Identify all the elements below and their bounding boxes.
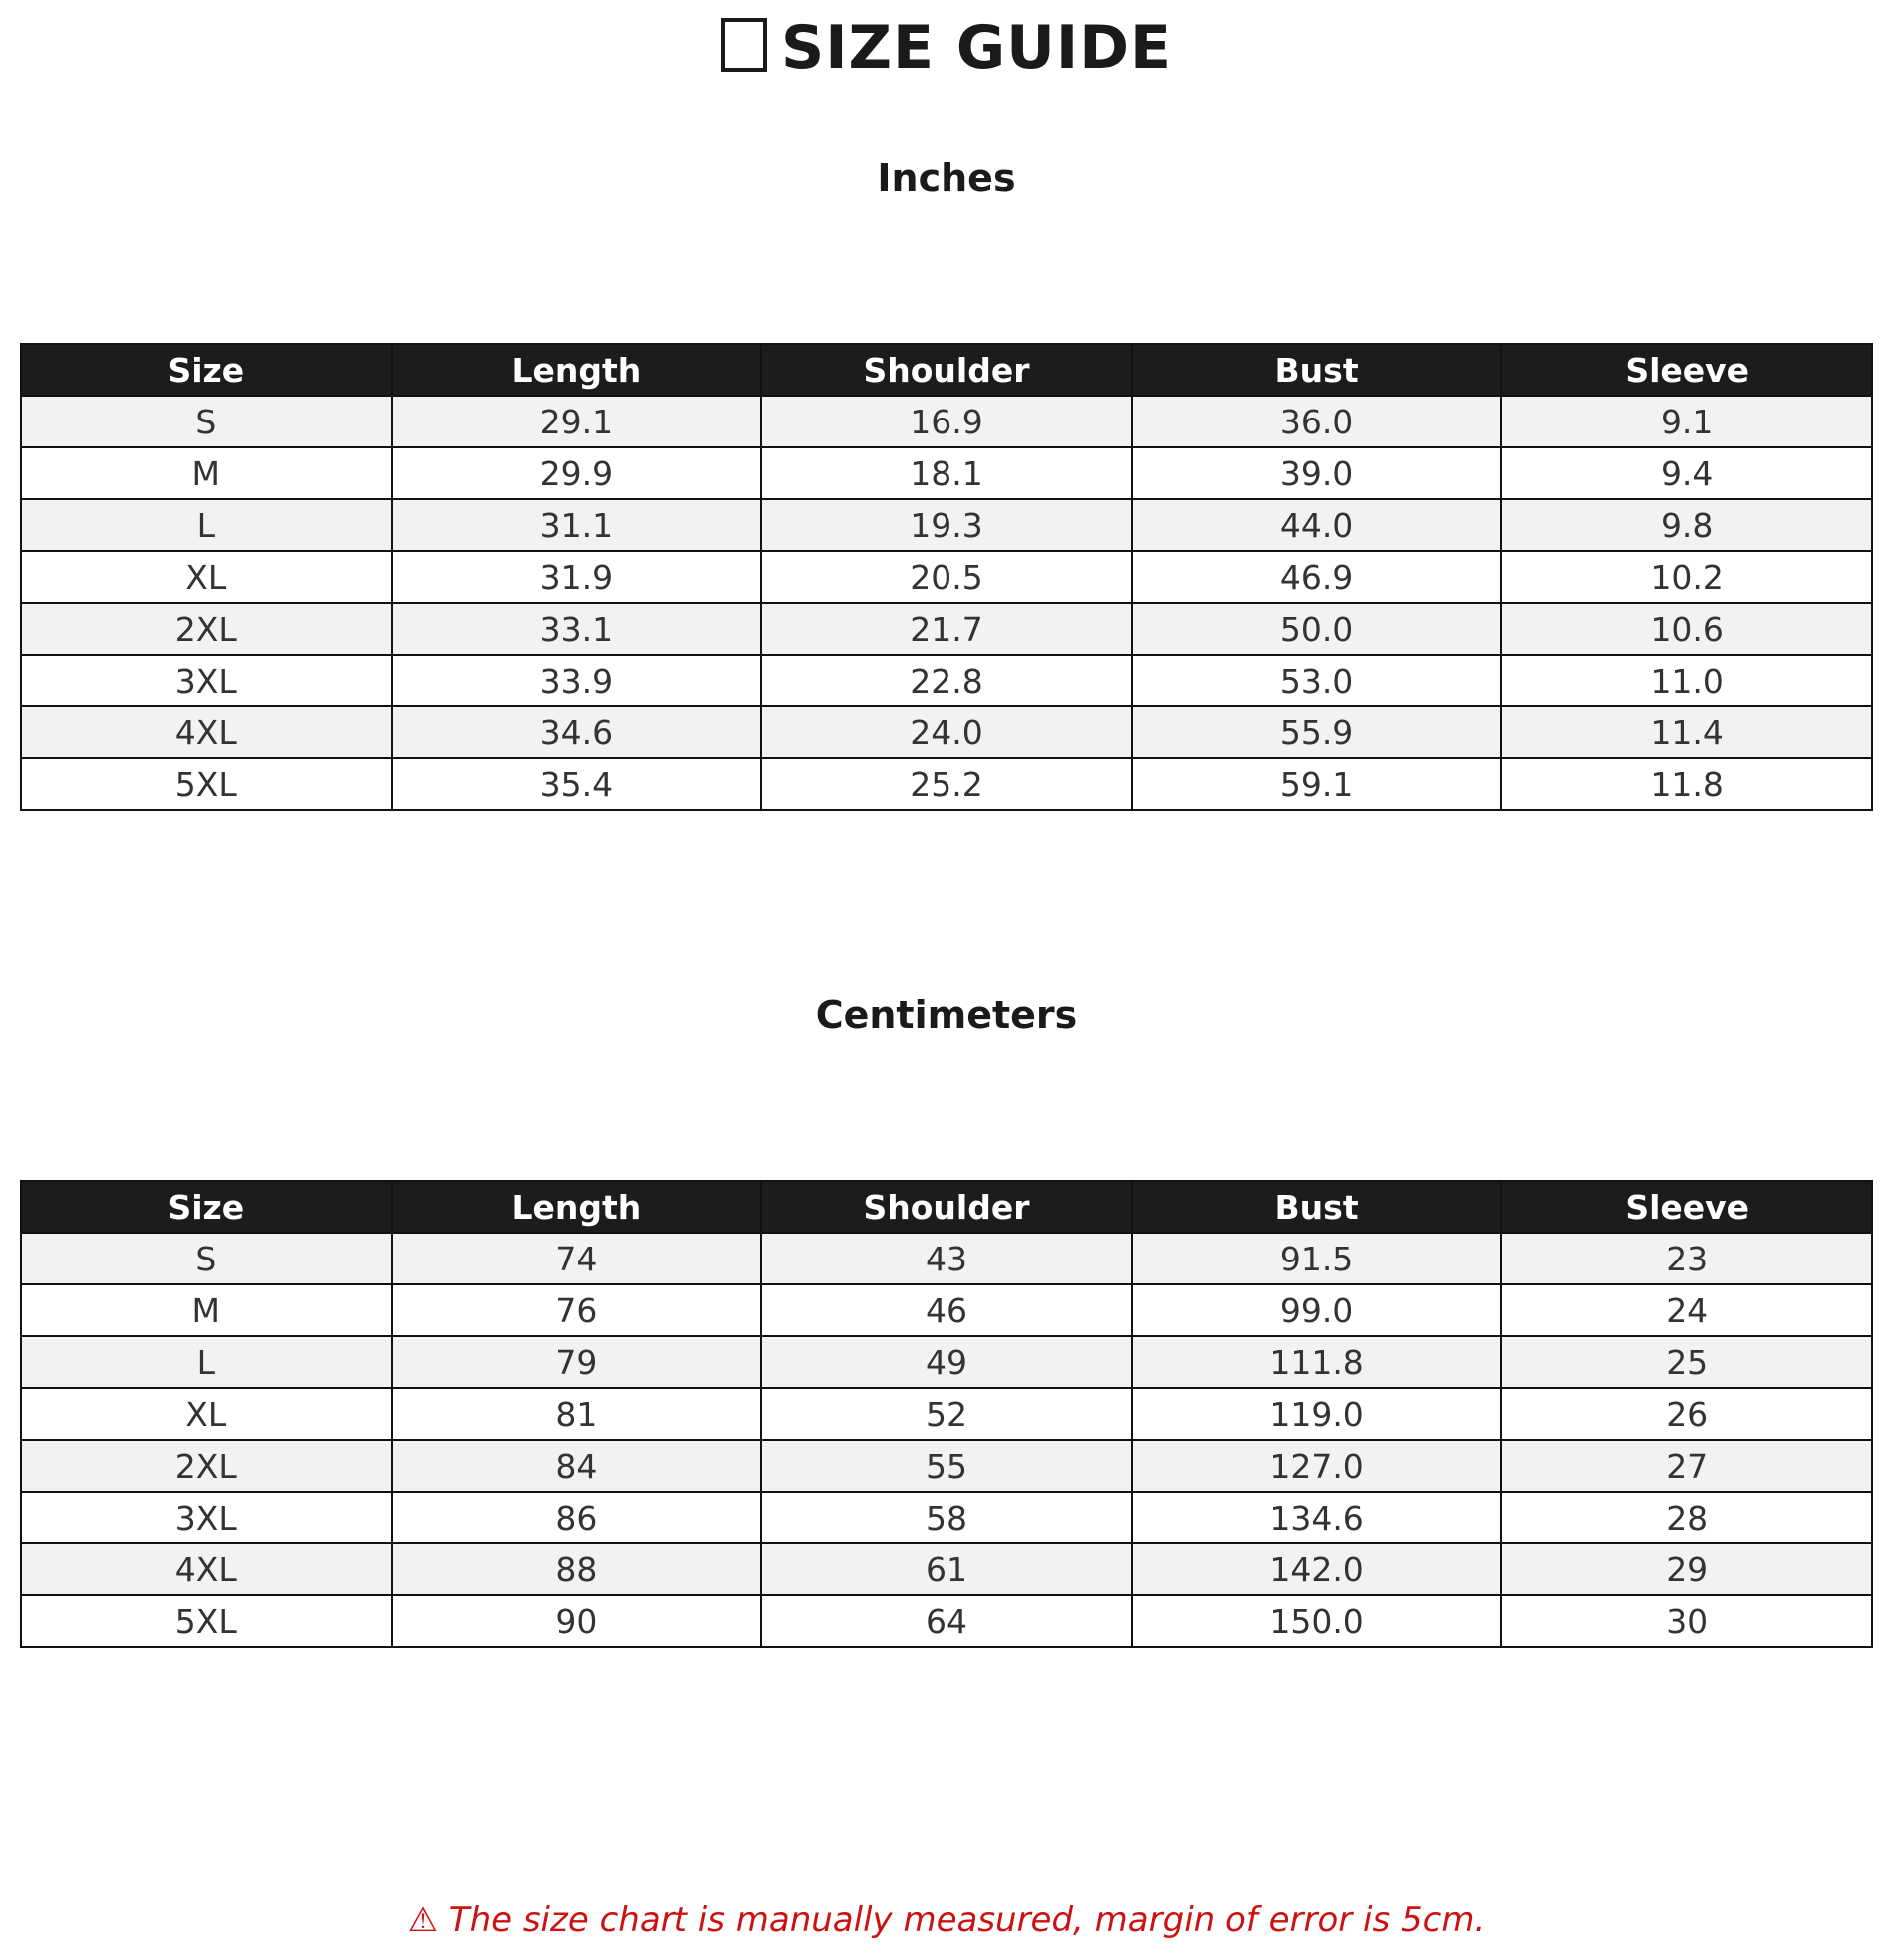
cell-length: 35.4 [392,758,762,810]
table-row [21,1543,1872,1595]
col-header-bust: Bust [1132,1181,1502,1233]
col-header-shoulder: Shoulder [761,1181,1132,1233]
cell-length: 29.9 [392,447,762,499]
cell-sleeve: 30 [1501,1595,1872,1647]
cell-bust: 111.8 [1132,1336,1502,1388]
cell-sleeve: 11.0 [1501,655,1872,706]
cell-size: 4XL [21,1543,392,1595]
cell-sleeve: 11.8 [1501,758,1872,810]
cell-shoulder: 21.7 [761,603,1132,655]
cell-shoulder: 52 [761,1388,1132,1440]
table-row [21,1336,1872,1388]
cell-size: S [21,396,392,447]
table-row [21,447,1872,499]
cell-length: 90 [392,1595,762,1647]
cell-size: S [21,1233,392,1284]
table-row [21,1284,1872,1336]
table-row [21,758,1872,810]
cell-sleeve: 28 [1501,1492,1872,1543]
cell-size: XL [21,1388,392,1440]
cell-length: 76 [392,1284,762,1336]
cell-shoulder: 61 [761,1543,1132,1595]
cell-length: 33.9 [392,655,762,706]
cell-size: L [21,499,392,551]
cell-sleeve: 10.6 [1501,603,1872,655]
cell-sleeve: 26 [1501,1388,1872,1440]
cell-sleeve: 9.8 [1501,499,1872,551]
disclaimer-note [0,1897,1893,1943]
col-header-length: Length [392,1181,762,1233]
table-row [21,1492,1872,1543]
cell-sleeve: 24 [1501,1284,1872,1336]
table-row [21,655,1872,706]
cell-bust: 91.5 [1132,1233,1502,1284]
cell-size: 5XL [21,758,392,810]
cell-shoulder: 24.0 [761,706,1132,758]
col-header-size: Size [21,1181,392,1233]
col-header-length: Length [392,344,762,396]
cell-shoulder: 55 [761,1440,1132,1492]
table-row [21,396,1872,447]
cell-size: XL [21,551,392,603]
cell-length: 86 [392,1492,762,1543]
cell-shoulder: 64 [761,1595,1132,1647]
cell-sleeve: 23 [1501,1233,1872,1284]
cell-shoulder: 18.1 [761,447,1132,499]
cell-bust: 150.0 [1132,1595,1502,1647]
cell-bust: 119.0 [1132,1388,1502,1440]
table-row [21,706,1872,758]
page-title-text: SIZE GUIDE [780,13,1172,83]
table-row [21,551,1872,603]
cell-bust: 142.0 [1132,1543,1502,1595]
cell-shoulder: 20.5 [761,551,1132,603]
disclaimer-text: The size chart is manually measured, margin of error is 5cm. [448,1900,1486,1940]
cell-length: 79 [392,1336,762,1388]
col-header-shoulder: Shoulder [761,344,1132,396]
inches-section-title: Inches [877,156,1016,200]
cell-shoulder: 46 [761,1284,1132,1336]
cell-length: 74 [392,1233,762,1284]
cell-size: 5XL [21,1595,392,1647]
warning-icon: ⚠ [407,1900,438,1940]
cell-size: 2XL [21,603,392,655]
col-header-sleeve: Sleeve [1501,344,1872,396]
cell-bust: 46.9 [1132,551,1502,603]
table-header-row [21,1181,1872,1233]
table-row [21,603,1872,655]
cell-length: 84 [392,1440,762,1492]
cell-sleeve: 9.4 [1501,447,1872,499]
table-row [21,1388,1872,1440]
page-title [0,8,1893,88]
cell-size: M [21,447,392,499]
cell-shoulder: 19.3 [761,499,1132,551]
cell-bust: 39.0 [1132,447,1502,499]
cell-sleeve: 29 [1501,1543,1872,1595]
cell-length: 31.1 [392,499,762,551]
table-row [21,1595,1872,1647]
cell-shoulder: 58 [761,1492,1132,1543]
col-header-size: Size [21,344,392,396]
cell-length: 31.9 [392,551,762,603]
table-row [21,1440,1872,1492]
cell-bust: 59.1 [1132,758,1502,810]
cell-shoulder: 49 [761,1336,1132,1388]
cell-bust: 50.0 [1132,603,1502,655]
cell-shoulder: 16.9 [761,396,1132,447]
cell-size: 3XL [21,1492,392,1543]
cell-sleeve: 11.4 [1501,706,1872,758]
cell-length: 81 [392,1388,762,1440]
inches-size-table [20,343,1873,811]
centimeters-section-title: Centimeters [815,993,1078,1037]
col-header-sleeve: Sleeve [1501,1181,1872,1233]
cell-sleeve: 10.2 [1501,551,1872,603]
cell-size: L [21,1336,392,1388]
cell-bust: 99.0 [1132,1284,1502,1336]
cell-size: 4XL [21,706,392,758]
table-header-row [21,344,1872,396]
cell-length: 88 [392,1543,762,1595]
cell-size: 3XL [21,655,392,706]
cell-shoulder: 43 [761,1233,1132,1284]
cell-size: M [21,1284,392,1336]
col-header-bust: Bust [1132,344,1502,396]
cell-bust: 134.6 [1132,1492,1502,1543]
cell-bust: 44.0 [1132,499,1502,551]
cell-size: 2XL [21,1440,392,1492]
centimeters-size-table [20,1180,1873,1648]
cell-length: 34.6 [392,706,762,758]
cell-length: 29.1 [392,396,762,447]
cell-shoulder: 22.8 [761,655,1132,706]
cell-sleeve: 9.1 [1501,396,1872,447]
cell-bust: 127.0 [1132,1440,1502,1492]
table-row [21,499,1872,551]
cell-sleeve: 27 [1501,1440,1872,1492]
cell-bust: 55.9 [1132,706,1502,758]
cell-bust: 53.0 [1132,655,1502,706]
cell-shoulder: 25.2 [761,758,1132,810]
cell-sleeve: 25 [1501,1336,1872,1388]
table-row [21,1233,1872,1284]
ruler-icon [721,18,767,72]
cell-length: 33.1 [392,603,762,655]
cell-bust: 36.0 [1132,396,1502,447]
